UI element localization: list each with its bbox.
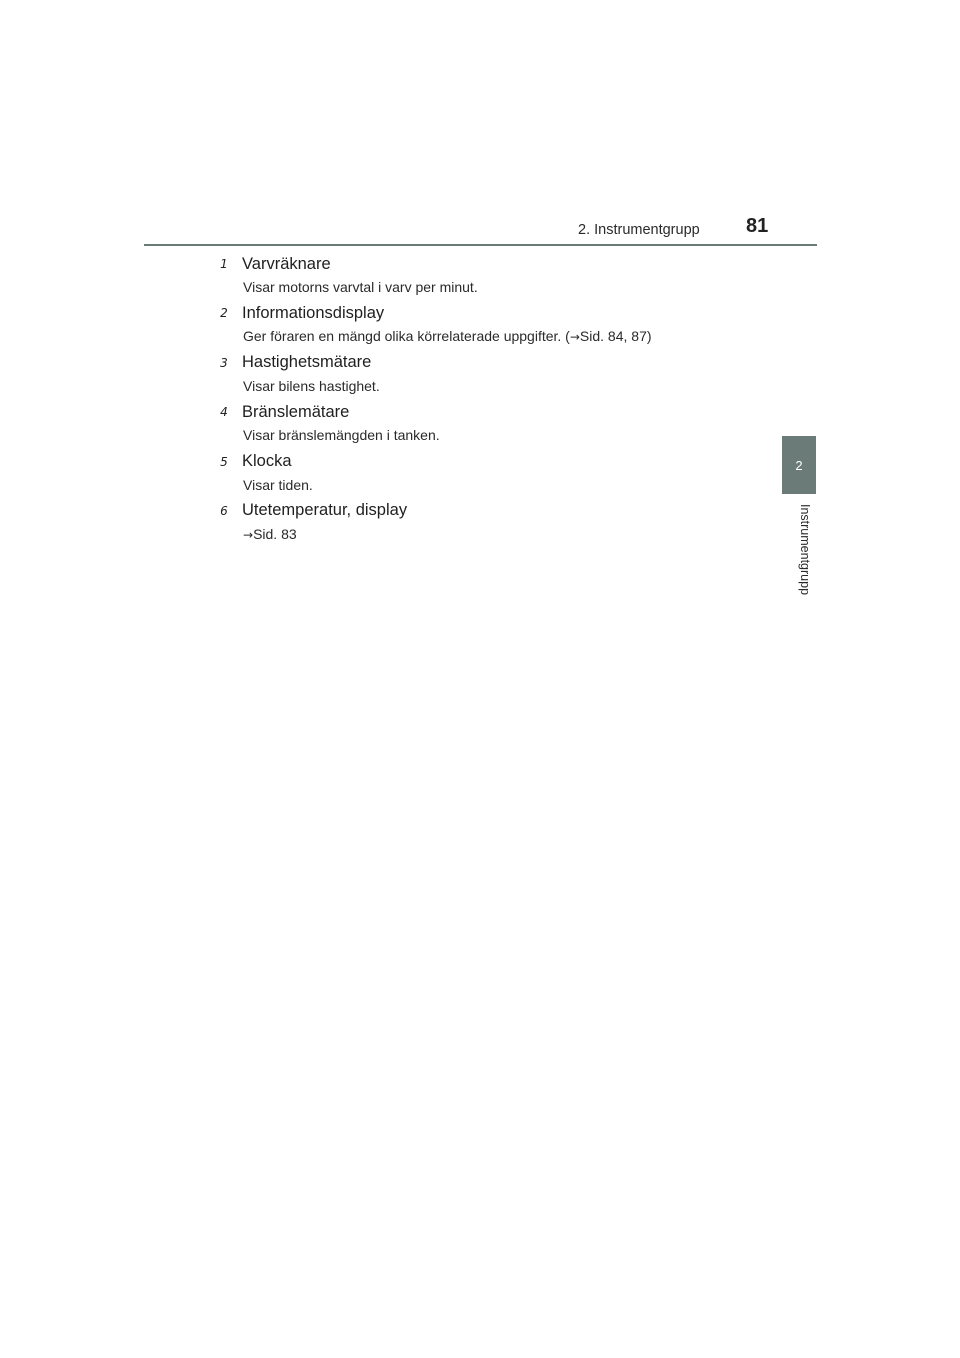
page-reference[interactable]: Sid. 83 (253, 525, 297, 542)
item-title: Hastighetsmätare (242, 353, 372, 372)
item-title: Utetemperatur, display (242, 501, 408, 520)
header-rule (144, 244, 817, 246)
item-description (243, 328, 756, 344)
chapter-label: Instrumentgrupp (798, 504, 812, 596)
number-badge: 4 (220, 405, 228, 420)
number-badge: 3 (220, 355, 228, 370)
chapter-number: 2 (795, 457, 803, 473)
item-title: Informationsdisplay (242, 303, 385, 322)
list-item (216, 252, 756, 301)
item-description: Visar tiden. (243, 476, 313, 493)
item-list (216, 252, 756, 548)
list-item (216, 499, 756, 548)
number-badge: 6 (220, 503, 228, 518)
item-description: Visar bränslemängden i tanken. (243, 427, 440, 444)
item-title: Varvräknare (242, 254, 331, 273)
number-badge: 5 (220, 454, 228, 469)
chapter-tab (782, 436, 816, 494)
description-text: Ger föraren en mängd olika körrelaterade uppgifter. ( (243, 328, 570, 345)
item-title: Klocka (242, 452, 292, 471)
item-description: Visar motorns varvtal i varv per minut. (243, 279, 478, 295)
number-badge: 2 (220, 306, 228, 321)
page-number: 81 (746, 215, 769, 237)
list-item (216, 450, 756, 499)
list-item (216, 351, 756, 400)
page-reference[interactable]: Sid. 84, 87) (579, 328, 652, 345)
item-title: Bränslemätare (242, 402, 350, 421)
arrow-right-icon: → (243, 527, 254, 542)
arrow-right-icon: → (569, 330, 580, 345)
item-description: Visar bilens hastighet. (243, 377, 380, 394)
list-item (216, 400, 756, 449)
item-description (243, 526, 756, 542)
section-title: 2. Instrumentgrupp (578, 222, 700, 238)
list-item (216, 301, 756, 350)
number-badge: 1 (220, 257, 228, 271)
